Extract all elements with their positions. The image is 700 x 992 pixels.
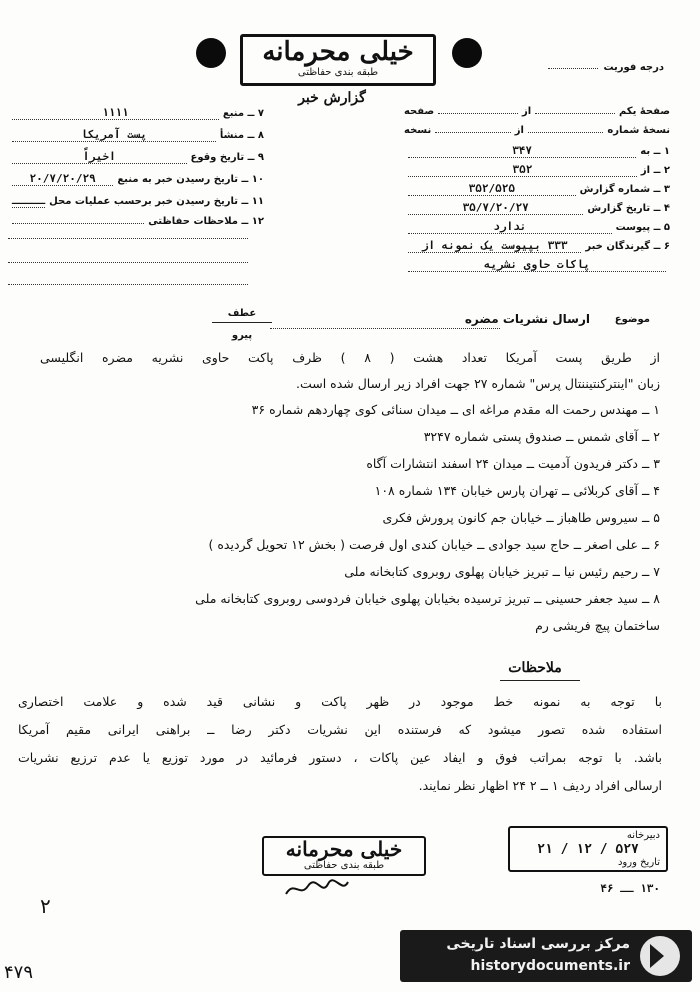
recipient-item: ساختمان پیچ فریشی رم [535, 618, 660, 633]
stamp-main-text: خیلی محرمانه [262, 37, 414, 67]
bottom-stamp-main: خیلی محرمانه [285, 837, 403, 861]
remarks-underline [500, 680, 580, 681]
right-field-value: ۳۴۷ [408, 144, 636, 158]
recipients-list [30, 402, 660, 652]
subject-label: موضوع [614, 314, 650, 325]
recipient-item: ۸ ــ سید جعفر حسینی ــ تبریز ترسیده بخیابان پهلوی خیابان فردوسی روبروی کتابخانه ملی [195, 591, 660, 606]
left-fields [8, 106, 264, 266]
right-field-end: صفحه [403, 106, 435, 117]
priority-dotted-line [548, 68, 598, 69]
remarks-line: ارسالی افراد ردیف ۱ ــ ۲ ۲۴ اظهار نظر نمایند. [418, 778, 662, 793]
right-field-row [404, 144, 670, 158]
intro-line-1: از طریق پست آمریکا تعداد هشت ( ۸ ) ظرف پاکت حاوی نشریه مضره انگلیسی [40, 350, 660, 365]
recipient-item: ۵ ــ سیروس طاهباز ــ خیابان جم کانون پرورش فکری [382, 510, 660, 525]
watermark-url: historydocuments.ir [470, 958, 630, 974]
recipient-item: ۱ ــ مهندس رحمت اله مقدم مراغه ای ــ میدان سنائی کوی چهاردهم شماره ۳۶ [251, 402, 660, 417]
right-field-mid: از [514, 125, 524, 136]
right-field-row [404, 239, 670, 253]
left-field-row [8, 216, 264, 227]
atf-divider [212, 322, 272, 323]
right-field-label: ۳ ــ شماره گزارش [579, 184, 670, 195]
left-blank-line-2 [8, 262, 248, 263]
subject-text: ارسال نشریات مضره [464, 312, 590, 326]
left-field-row [8, 194, 264, 208]
left-field-label: ۱۰ ــ تاریخ رسیدن خبر به منبع [117, 174, 264, 185]
right-field-label: ۶ ــ گیرندگان خبر [585, 241, 670, 252]
right-field-label: ۱ ــ به [640, 146, 670, 157]
remarks-line: استفاده شده تصور میشود که فرستنده این نشریات دکتر رضا ــ براهنی ایرانی مقیم آمریکا [18, 722, 662, 737]
handwritten-note: ۲ [40, 894, 51, 918]
page-number: ۴۷۹ [4, 962, 34, 983]
left-blank-line-3 [8, 284, 248, 285]
right-field-value: ۳۵۲/۵۲۵ [408, 182, 576, 196]
left-field-label: ۹ ــ تاریخ وقوع [190, 152, 264, 163]
stamp-sub-text: طبقه بندی حفاظتی [297, 67, 379, 78]
left-field-label: ۸ ــ منشأ [219, 130, 264, 141]
recipient-item: ۴ ــ آقای کربلائی ــ تهران پارس خیابان ۱۳۴ شماره ۱۰۸ [374, 483, 660, 498]
reference-number: ۱۳۰ ــ ۴۶ [600, 882, 660, 895]
right-field-value: ۳۵/۷/۲۰/۲۷ [408, 201, 583, 215]
recipient-item: ۲ ــ آقای شمس ــ صندوق پستی شماره ۳۲۴۷ [423, 429, 660, 444]
left-field-label: ۱۲ ــ ملاحظات حفاظتی [148, 216, 264, 227]
watermark [400, 930, 692, 982]
right-field-dotted [535, 113, 615, 114]
punch-hole-left [196, 38, 226, 68]
watermark-title: مرکز بررسی اسناد تاریخی [446, 936, 630, 952]
recipient-item: ۶ ــ علی اصغر ــ حاج سید جوادی ــ خیابان کندی اول فرصت ( بخش ۱۲ تحویل گردیده ) [208, 537, 660, 552]
remarks-title: ملاحظات [508, 660, 562, 676]
right-fields [404, 106, 670, 282]
right-field-dotted [435, 132, 510, 133]
left-field-value: ـــــ [11, 194, 46, 207]
right-field-label: نسخهٔ شماره [607, 125, 670, 136]
subject-dotted-line [270, 328, 500, 329]
right-field-row [404, 163, 670, 177]
left-field-value: ۱۱۱۱ [12, 106, 219, 120]
left-field-label: ۷ ــ منبع [222, 108, 264, 119]
right-field-value: ندارد [408, 220, 612, 234]
right-field-dotted [528, 132, 603, 133]
right-field-label: ۲ ــ از [640, 165, 670, 176]
right-field-mid: از [521, 106, 532, 117]
handwritten-signature [282, 876, 352, 900]
right-field-row [404, 258, 670, 272]
right-field-end: نسخه [404, 125, 432, 136]
punch-hole-right [452, 38, 482, 68]
left-field-row [8, 172, 264, 186]
right-field-label: ۴ ــ تاریخ گزارش [587, 203, 670, 214]
right-field-dotted [438, 113, 518, 114]
recipient-item: ۷ ــ رحیم رئیس نیا ــ تبریز خیابان پهلوی روبروی کتابخانه ملی [344, 564, 660, 579]
right-field-row [404, 182, 670, 196]
atf-label: عطف [227, 308, 257, 319]
archive-stamp [508, 826, 668, 872]
left-field-value: پست آمریکا [12, 128, 216, 142]
right-field-label: ۵ ــ پیوست [615, 222, 670, 233]
peyro-label: پیرو [231, 330, 253, 341]
remarks-lines [18, 694, 662, 814]
left-field-label: ۱۱ ــ تاریخ رسیدن خبر برحسب عملیات محل [49, 196, 264, 207]
right-field-row [404, 220, 670, 234]
priority-label: درجه فوریت [603, 62, 664, 73]
classification-stamp-top [240, 34, 436, 86]
bottom-stamp-sub: طبقه بندی حفاظتی [303, 860, 385, 871]
right-field-label: صفحهٔ یکم [618, 106, 670, 117]
classification-stamp-bottom [262, 836, 426, 876]
right-field-row [404, 201, 670, 215]
right-field-row [404, 106, 670, 117]
report-title: گزارش خبر [298, 90, 366, 106]
remarks-line: باشد. با توجه بمراتب فوق و ایفاد عین پاکات ، دستور فرمائید در مورد توزیع یا عدم ترزیع نشریات [18, 750, 662, 765]
intro-line-2: زبان "اینترکنتیننتال پرس" شماره ۲۷ جهت افراد زیر ارسال شده است. [296, 376, 660, 391]
right-field-row [404, 125, 670, 136]
left-field-row [8, 106, 264, 120]
left-field-value: اخیراً [12, 150, 187, 164]
left-field-value: ۲۰/۷/۲۰/۲۹ [12, 172, 113, 186]
right-field-value: پاکات حاوی نشریه [408, 258, 666, 272]
archive-stamp-line3: تاریخ ورود [617, 857, 660, 868]
left-field-row [8, 150, 264, 164]
recipient-item: ۳ ــ دکتر فریدون آدمیت ــ میدان ۲۴ اسفند انتشارات آگاه [366, 456, 660, 471]
left-blank-line-1 [8, 238, 248, 239]
right-field-value: ۳۳۳ بپیوست یک نمونه از [408, 239, 581, 253]
left-field-value [12, 223, 144, 224]
archive-stamp-number: ۵۲۷ / ۱۲ / ۲۱ [537, 842, 639, 857]
archive-stamp-line1: دبیرخانه [626, 830, 660, 841]
right-field-value: ۳۵۲ [408, 163, 637, 177]
left-field-row [8, 128, 264, 142]
watermark-logo-icon [640, 936, 680, 976]
remarks-line: با توجه به نمونه خط موجود در ظهر پاکت و نشانی قید شده و علامت اختصاری [18, 694, 662, 709]
